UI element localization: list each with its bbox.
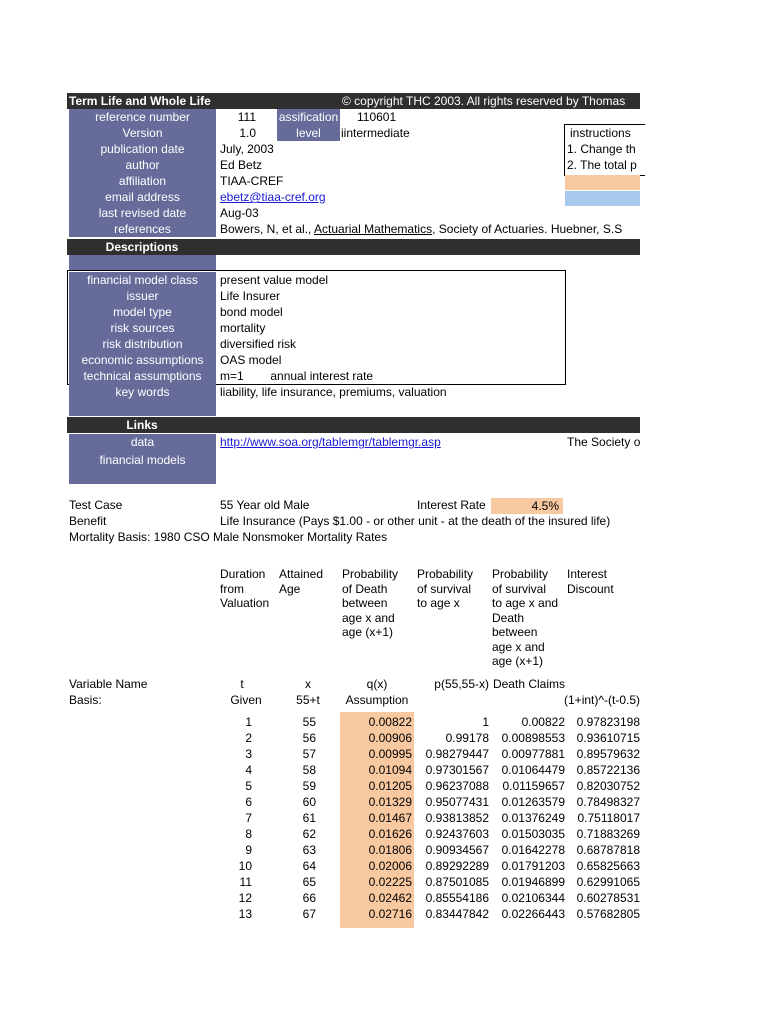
cell-qx[interactable]: 0.02225 — [368, 875, 412, 889]
cell-t: 10 — [238, 859, 252, 873]
basis-age: 55+t — [296, 693, 320, 707]
cell-qx[interactable]: 0.00995 — [368, 747, 412, 761]
description-value[interactable]: bond model — [220, 305, 283, 319]
test-case-label: Test Case — [69, 498, 123, 512]
cell-death-claims: 0.01946899 — [501, 875, 565, 889]
cell-qx[interactable]: 0.00906 — [368, 731, 412, 745]
email-link[interactable]: ebetz@tiaa-cref.org — [220, 190, 326, 204]
financial-models-label: financial models — [69, 450, 216, 484]
cell-survival: 1 — [482, 715, 489, 729]
var-name-t: t — [240, 677, 244, 691]
cell-discount: 0.60278531 — [576, 891, 640, 905]
description-label: financial model class — [69, 272, 216, 288]
column-header-prob-survival: Probability of survival to age x — [417, 567, 474, 610]
links-band — [67, 417, 640, 433]
cell-survival: 0.93813852 — [425, 811, 489, 825]
description-value[interactable]: mortality — [220, 321, 266, 335]
version-label: Version — [69, 125, 216, 141]
publication-date-label: publication date — [69, 141, 216, 157]
cell-discount: 0.82030752 — [576, 779, 640, 793]
description-label: risk sources — [69, 320, 216, 336]
cell-survival: 0.87501085 — [425, 875, 489, 889]
instructions-line-2: 2. The total p — [567, 158, 637, 172]
cell-age: 67 — [302, 907, 316, 921]
email-label: email address — [69, 189, 216, 205]
publication-date-value[interactable]: July, 2003 — [220, 142, 274, 156]
cell-t: 3 — [245, 747, 252, 761]
mortality-basis: Mortality Basis: 1980 CSO Male Nonsmoker Mortality Rates — [69, 530, 388, 544]
cell-qx[interactable]: 0.01467 — [368, 811, 412, 825]
column-header-prob-death: Probability of Death between age x and age (x+1) — [342, 567, 399, 639]
references-book-link[interactable]: Actuarial Mathematics — [314, 222, 433, 236]
cell-survival: 0.97301567 — [425, 763, 489, 777]
cell-age: 56 — [302, 731, 316, 745]
level-value[interactable]: iintermediate — [341, 126, 410, 140]
description-label: technical assumptions — [69, 368, 216, 384]
cell-qx[interactable]: 0.01329 — [368, 795, 412, 809]
note-color-key — [565, 191, 640, 206]
cell-death-claims: 0.00898553 — [501, 731, 565, 745]
cell-death-claims: 0.01503035 — [501, 827, 565, 841]
references-value — [220, 221, 640, 237]
cell-t: 8 — [245, 827, 252, 841]
cell-death-claims: 0.00977881 — [501, 747, 565, 761]
cell-discount: 0.78498327 — [576, 795, 640, 809]
cell-survival: 0.89292289 — [425, 859, 489, 873]
cell-survival: 0.85554186 — [425, 891, 489, 905]
cell-age: 65 — [302, 875, 316, 889]
cell-age: 55 — [302, 715, 316, 729]
cell-age: 64 — [302, 859, 316, 873]
description-label: issuer — [69, 288, 216, 304]
benefit-label: Benefit — [69, 514, 107, 528]
cell-death-claims: 0.01263579 — [501, 795, 565, 809]
cell-survival: 0.95077431 — [425, 795, 489, 809]
description-value[interactable]: OAS model — [220, 353, 282, 367]
interest-rate-input[interactable]: 4.5% — [491, 498, 563, 514]
cell-survival: 0.98279447 — [425, 747, 489, 761]
cell-survival: 0.96237088 — [425, 779, 489, 793]
cell-qx[interactable]: 0.00822 — [368, 715, 412, 729]
var-name-death-claims: Death Claims — [492, 677, 565, 691]
descriptions-spacer — [69, 255, 216, 271]
cell-survival: 0.92437603 — [425, 827, 489, 841]
data-note: The Society o — [567, 435, 640, 449]
cell-discount: 0.75118017 — [577, 811, 640, 825]
data-label: data — [69, 434, 216, 450]
var-name-survival: p(55,55-x) — [434, 677, 489, 691]
cell-t: 7 — [245, 811, 252, 825]
var-name-qx: q(x) — [366, 677, 388, 691]
cell-death-claims: 0.01159657 — [502, 779, 565, 793]
cell-death-claims: 0.01791203 — [501, 859, 565, 873]
basis-label: Basis: — [69, 693, 102, 707]
cell-discount: 0.57682805 — [576, 907, 640, 921]
cell-qx[interactable]: 0.01205 — [368, 779, 412, 793]
cell-t: 11 — [239, 875, 252, 889]
references-pre: Bowers, N, et al., — [220, 222, 315, 236]
description-label: risk distribution — [69, 336, 216, 352]
cell-discount: 0.62991065 — [576, 875, 640, 889]
instructions-line-1: 1. Change th — [567, 142, 636, 156]
cell-t: 4 — [245, 763, 252, 777]
classification-value[interactable]: 110601 — [357, 110, 397, 124]
reference-number-value[interactable]: 111 — [237, 110, 256, 124]
cell-t: 1 — [245, 715, 252, 729]
cell-death-claims: 0.00822 — [521, 715, 565, 729]
interest-rate-label: Interest Rate — [417, 498, 486, 512]
references-label: references — [69, 221, 216, 237]
author-value[interactable]: Ed Betz — [220, 158, 263, 172]
cell-t: 13 — [238, 907, 252, 921]
basis-given: Given — [230, 693, 262, 707]
level-label: level — [277, 125, 340, 141]
cell-qx[interactable]: 0.02462 — [368, 891, 412, 905]
cell-survival: 0.99178 — [445, 731, 489, 745]
basis-assumption: Assumption — [345, 693, 409, 707]
classification-label: assification — [278, 110, 339, 124]
description-value[interactable]: liability, life insurance, premiums, valuation — [220, 385, 447, 399]
affiliation-value[interactable]: TIAA-CREF — [220, 174, 284, 188]
cell-t: 12 — [238, 891, 252, 905]
cell-t: 6 — [245, 795, 252, 809]
cell-age: 61 — [302, 811, 316, 825]
descriptions-title: Descriptions — [105, 240, 179, 254]
cell-survival: 0.83447842 — [425, 907, 489, 921]
copyright-text: © copyright THC 2003. All rights reserved by Thomas — [342, 94, 626, 108]
links-title: Links — [126, 418, 158, 432]
title-band — [67, 93, 640, 109]
cell-qx[interactable]: 0.01806 — [368, 843, 412, 857]
cell-discount: 0.65825663 — [576, 859, 640, 873]
references-post: , Society of Actuaries. Huebner, S.S — [432, 222, 623, 236]
column-header-duration: Duration from Valuation — [220, 567, 270, 610]
cell-t: 2 — [245, 731, 252, 745]
cell-age: 62 — [302, 827, 316, 841]
cell-death-claims: 0.01376249 — [501, 811, 565, 825]
cell-age: 63 — [302, 843, 316, 857]
description-value[interactable]: present value model — [220, 273, 329, 287]
cell-qx[interactable]: 0.01094 — [368, 763, 412, 777]
last-revised-value[interactable]: Aug-03 — [220, 206, 259, 220]
cell-death-claims: 0.01064479 — [501, 763, 565, 777]
cell-qx[interactable]: 0.01626 — [368, 827, 412, 841]
cell-age: 66 — [302, 891, 316, 905]
description-label: key words — [69, 384, 216, 400]
description-label: economic assumptions — [69, 352, 216, 368]
description-value[interactable]: Life Insurer — [220, 289, 281, 303]
reference-number-label: reference number — [69, 109, 216, 125]
cell-death-claims: 0.02266443 — [501, 907, 565, 921]
cell-discount: 0.68787818 — [576, 843, 640, 857]
cell-t: 9 — [245, 843, 252, 857]
last-revised-label: last revised date — [69, 205, 216, 221]
cell-age: 57 — [302, 747, 316, 761]
description-value[interactable]: diversified risk — [220, 337, 297, 351]
instructions-title: instructions — [570, 126, 631, 140]
sheet-title: Term Life and Whole Life — [69, 94, 211, 108]
basis-discount-formula: (1+int)^-(t-0.5) — [564, 693, 640, 707]
cell-discount: 0.89579632 — [576, 747, 640, 761]
test-case-value[interactable]: 55 Year old Male — [220, 498, 310, 512]
descriptions-band — [67, 239, 640, 255]
cell-t: 5 — [245, 779, 252, 793]
cell-qx[interactable]: 0.02716 — [368, 907, 412, 921]
column-header-attained-age: Attained Age — [279, 567, 324, 596]
column-header-death-claims-prob: Probability of survival to age x and Death between age x and age (x+1) — [492, 567, 559, 668]
cell-survival: 0.90934567 — [425, 843, 489, 857]
column-header-interest-discount: Interest Discount — [567, 567, 614, 596]
version-value[interactable]: 1.0 — [239, 126, 256, 140]
cell-discount: 0.93610715 — [576, 731, 640, 745]
author-label: author — [69, 157, 216, 173]
description-label: model type — [69, 304, 216, 320]
cell-discount: 0.97823198 — [576, 715, 640, 729]
input-color-key — [565, 175, 640, 190]
data-url-link[interactable]: http://www.soa.org/tablemgr/tablemgr.asp — [220, 435, 441, 449]
cell-death-claims: 0.02106344 — [501, 891, 565, 905]
variable-name-label: Variable Name — [69, 677, 148, 691]
var-name-x: x — [305, 677, 311, 691]
benefit-value: Life Insurance (Pays $1.00 - or other unit - at the death of the insured life) — [220, 514, 611, 528]
description-value[interactable]: m=1 annual interest rate — [220, 369, 374, 383]
cell-death-claims: 0.01642278 — [501, 843, 565, 857]
affiliation-label: affiliation — [69, 173, 216, 189]
cell-age: 58 — [302, 763, 316, 777]
cell-age: 59 — [302, 779, 316, 793]
cell-qx[interactable]: 0.02006 — [368, 859, 412, 873]
cell-discount: 0.71883269 — [576, 827, 640, 841]
links-spacer — [69, 400, 216, 416]
cell-age: 60 — [302, 795, 316, 809]
cell-discount: 0.85722136 — [576, 763, 640, 777]
